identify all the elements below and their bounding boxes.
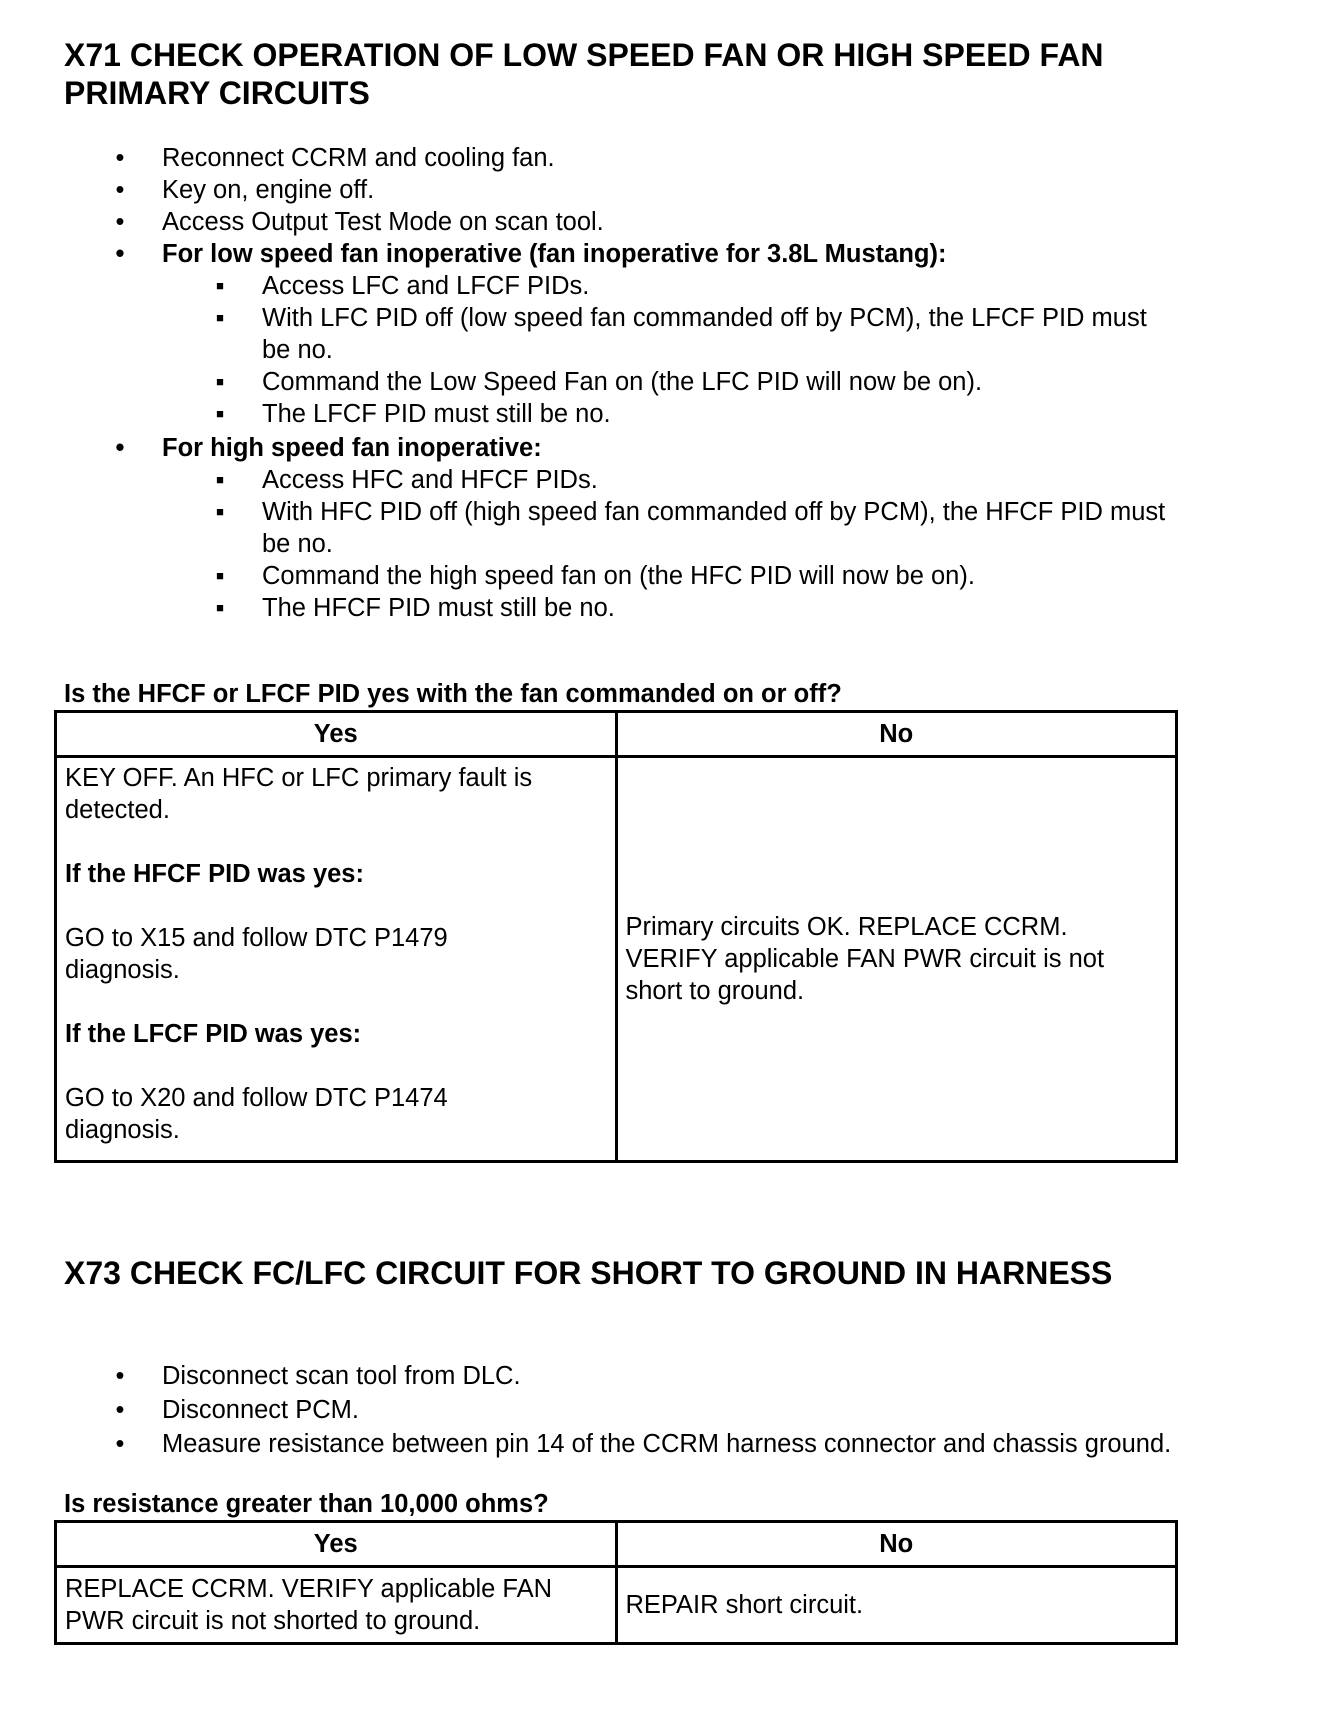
yes-cell xyxy=(56,1567,617,1644)
bullet-icon: • xyxy=(115,1362,125,1390)
sub-list-item-text: be no. xyxy=(262,530,333,558)
table-row xyxy=(56,757,1177,1162)
decision-table-x71 xyxy=(54,710,1178,1163)
square-bullet-icon: ■ xyxy=(216,310,224,325)
square-bullet-icon: ■ xyxy=(216,406,224,421)
table-header-row xyxy=(56,712,1177,757)
title-line-1: X71 CHECK OPERATION OF LOW SPEED FAN OR HIGH SPEED FAN xyxy=(64,37,1104,73)
sub-list-item-text: Command the high speed fan on (the HFC PID will now be on). xyxy=(262,562,975,590)
list-item-text: Access Output Test Mode on scan tool. xyxy=(162,208,604,236)
title-line-2: PRIMARY CIRCUITS xyxy=(64,75,370,111)
yes-header: Yes xyxy=(56,712,617,757)
bullet-icon: • xyxy=(115,144,125,172)
bullet-icon: • xyxy=(115,1396,125,1424)
cell-line: VERIFY applicable FAN PWR circuit is not xyxy=(625,945,1105,973)
no-cell xyxy=(616,1567,1177,1644)
section-title-x71 xyxy=(64,36,1104,112)
cell-line: PWR circuit is not shorted to ground. xyxy=(65,1607,481,1635)
square-bullet-icon: ■ xyxy=(216,568,224,583)
cell-line-heading: If the HFCF PID was yes: xyxy=(65,860,364,888)
list-item-text: For low speed fan inoperative (fan inoperative for 3.8L Mustang): xyxy=(162,240,947,268)
cell-line: GO to X20 and follow DTC P1474 xyxy=(65,1084,448,1112)
no-header: No xyxy=(616,1522,1177,1567)
list-item-text: Disconnect PCM. xyxy=(162,1396,359,1424)
square-bullet-icon: ■ xyxy=(216,278,224,293)
bullet-icon: • xyxy=(115,434,125,462)
square-bullet-icon: ■ xyxy=(216,472,224,487)
no-cell xyxy=(616,757,1177,1162)
sub-list-item-text: With LFC PID off (low speed fan commanded off by PCM), the LFCF PID must xyxy=(262,304,1147,332)
sub-list-item-text: Command the Low Speed Fan on (the LFC PID will now be on). xyxy=(262,368,983,396)
cell-line: Primary circuits OK. REPLACE CCRM. xyxy=(625,913,1068,941)
sub-list-item-text: The HFCF PID must still be no. xyxy=(262,594,615,622)
sub-list-item-text: Access LFC and LFCF PIDs. xyxy=(262,272,590,300)
square-bullet-icon: ■ xyxy=(216,600,224,615)
decision-table-x73 xyxy=(54,1520,1178,1645)
bullet-icon: • xyxy=(115,176,125,204)
square-bullet-icon: ■ xyxy=(216,504,224,519)
bullet-icon: • xyxy=(115,240,125,268)
list-item-text: Key on, engine off. xyxy=(162,176,375,204)
sub-list-item-text: be no. xyxy=(262,336,333,364)
list-item-text: Reconnect CCRM and cooling fan. xyxy=(162,144,555,172)
square-bullet-icon: ■ xyxy=(216,374,224,389)
bullet-icon: • xyxy=(115,208,125,236)
list-item-text: Disconnect scan tool from DLC. xyxy=(162,1362,521,1390)
yes-cell xyxy=(56,757,617,1162)
section-title-x73: X73 CHECK FC/LFC CIRCUIT FOR SHORT TO GROUND IN HARNESS xyxy=(64,1255,1113,1291)
table-row xyxy=(56,1567,1177,1644)
question-x73: Is resistance greater than 10,000 ohms? xyxy=(64,1490,549,1518)
yes-header: Yes xyxy=(56,1522,617,1567)
no-header: No xyxy=(616,712,1177,757)
cell-line-heading: If the LFCF PID was yes: xyxy=(65,1020,362,1048)
table-header-row xyxy=(56,1522,1177,1567)
cell-line: GO to X15 and follow DTC P1479 xyxy=(65,924,448,952)
cell-line: REPLACE CCRM. VERIFY applicable FAN xyxy=(65,1575,553,1603)
sub-list-item-text: The LFCF PID must still be no. xyxy=(262,400,611,428)
cell-line: diagnosis. xyxy=(65,956,180,984)
sub-list-item-text: With HFC PID off (high speed fan commanded off by PCM), the HFCF PID must xyxy=(262,498,1166,526)
list-item-text: Measure resistance between pin 14 of the CCRM harness connector and chassis ground. xyxy=(162,1430,1172,1458)
question-x71: Is the HFCF or LFCF PID yes with the fan commanded on or off? xyxy=(64,680,842,708)
cell-line: REPAIR short circuit. xyxy=(625,1591,864,1619)
cell-line: diagnosis. xyxy=(65,1116,180,1144)
cell-line: KEY OFF. An HFC or LFC primary fault is xyxy=(65,764,533,792)
cell-line: short to ground. xyxy=(625,977,805,1005)
sub-list-item-text: Access HFC and HFCF PIDs. xyxy=(262,466,598,494)
bullet-icon: • xyxy=(115,1430,125,1458)
cell-line: detected. xyxy=(65,796,170,824)
list-item-text: For high speed fan inoperative: xyxy=(162,434,542,462)
